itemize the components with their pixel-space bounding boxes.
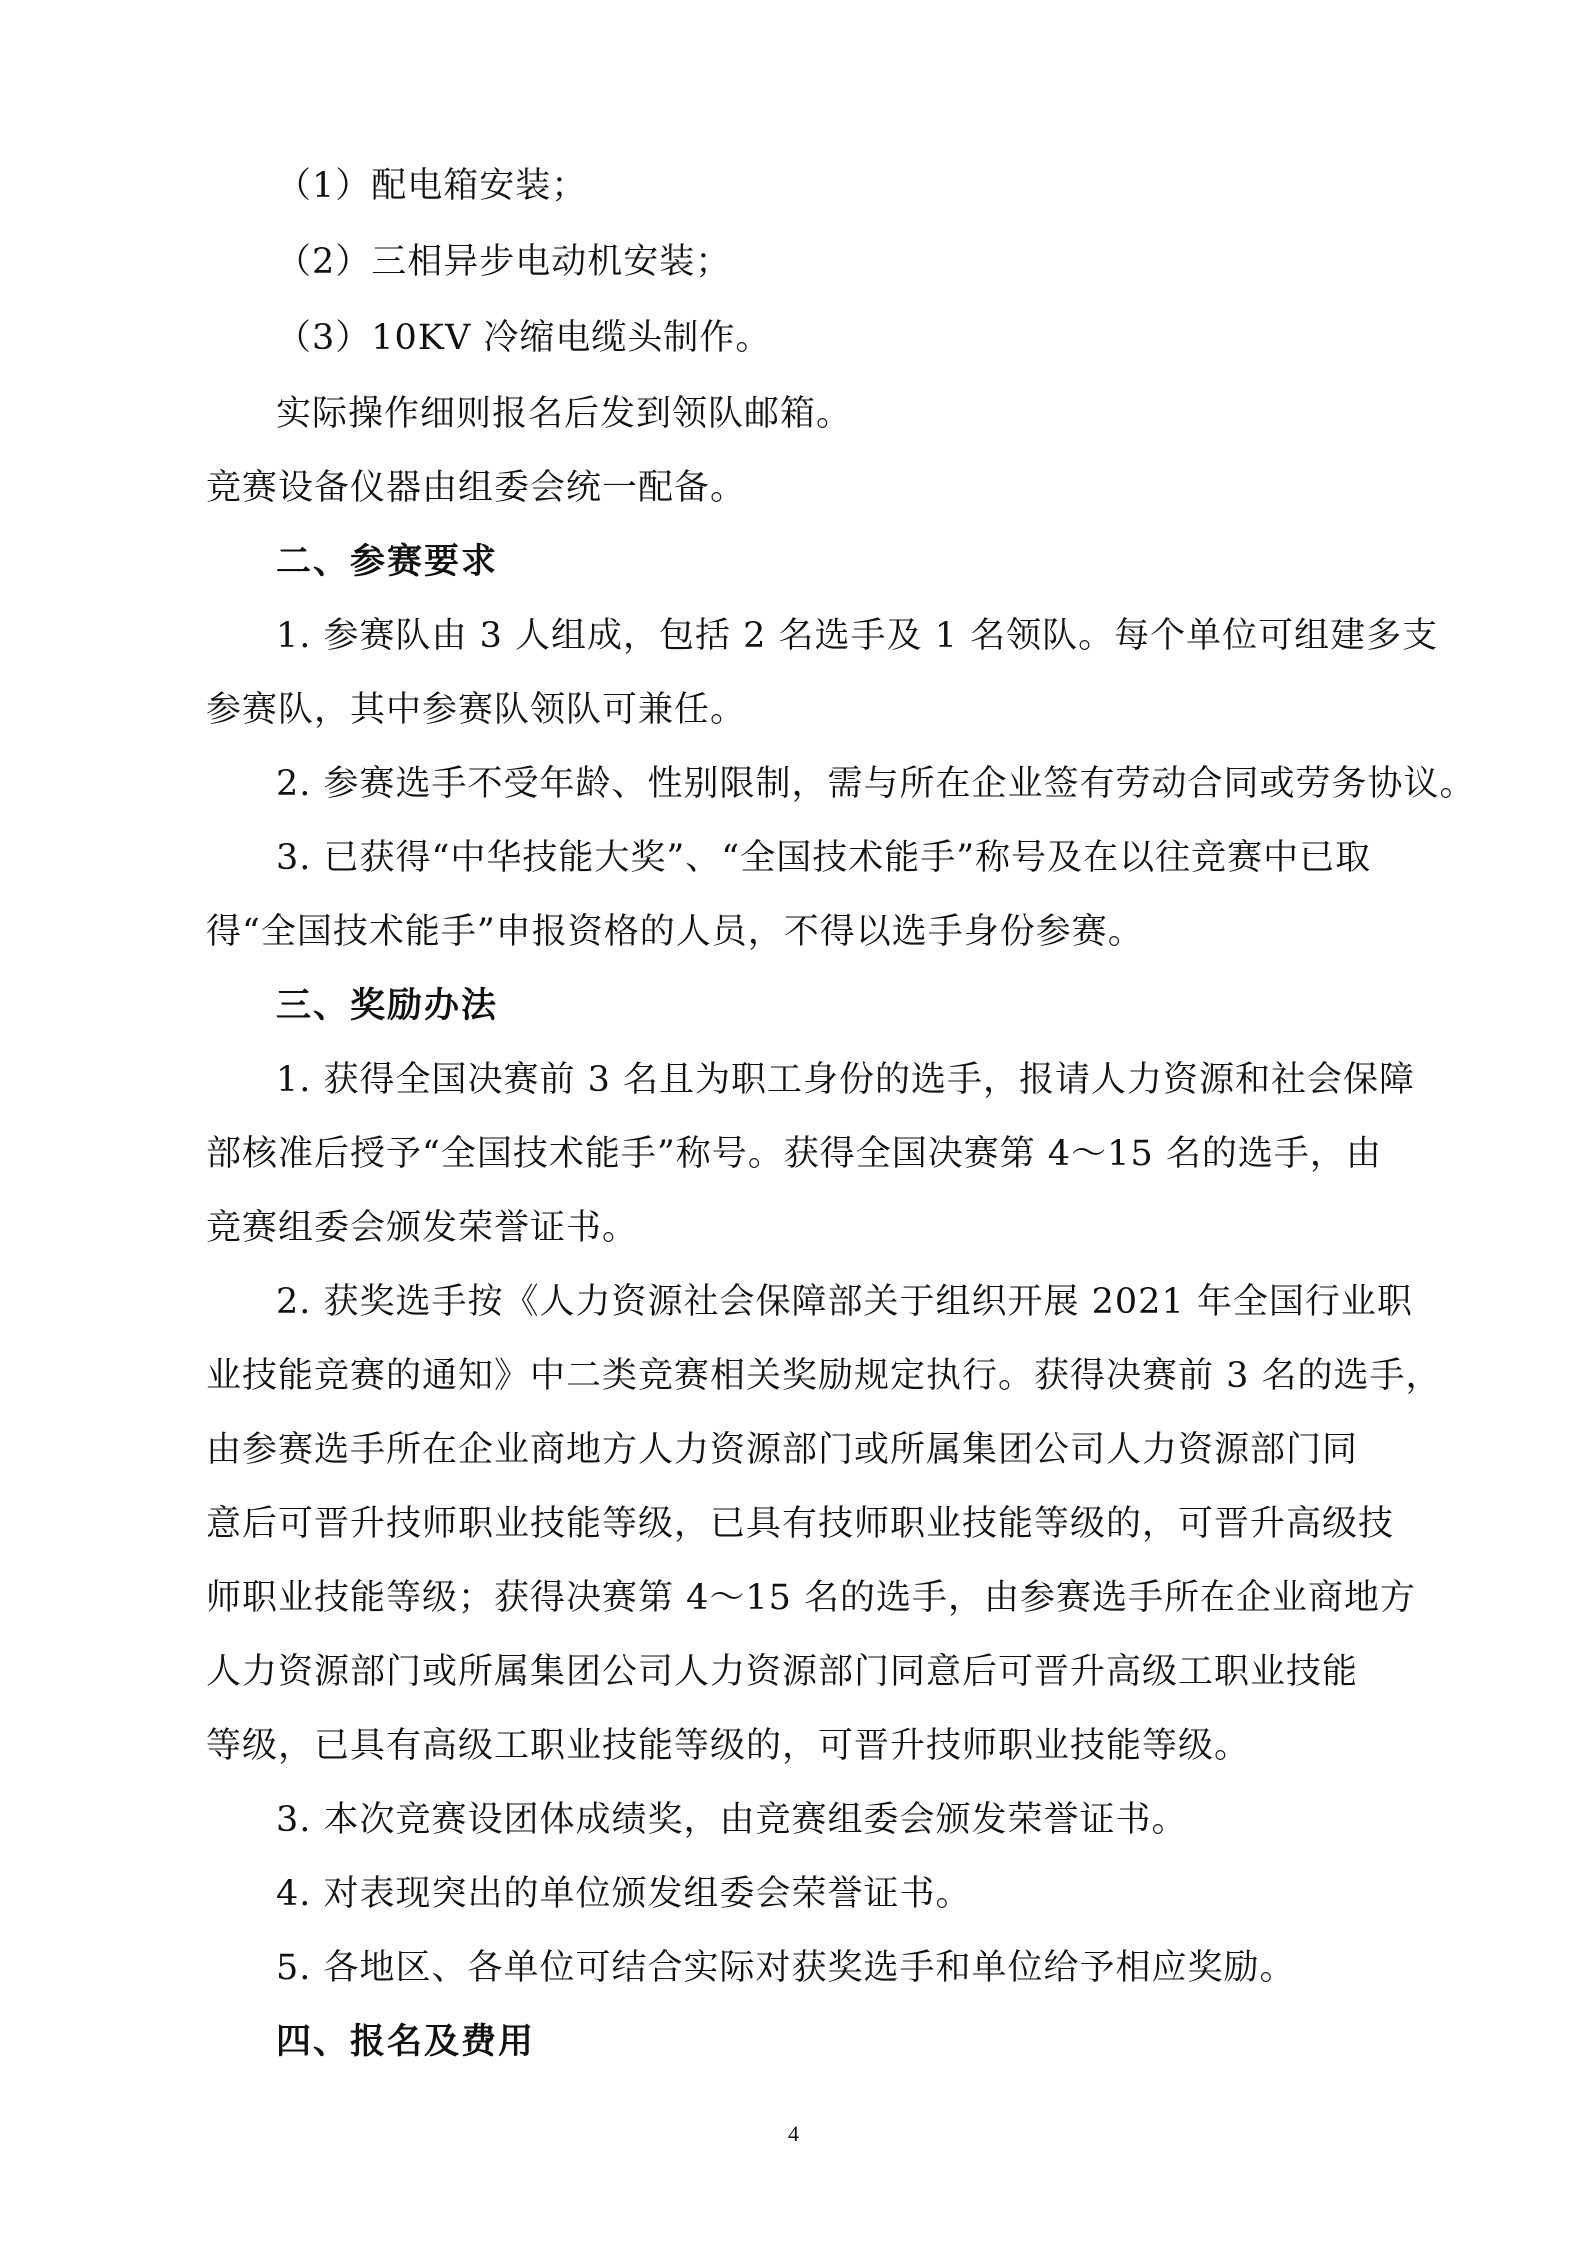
list-item-cable-head: （3）10KV 冷缩电缆头制作。 [276, 318, 772, 358]
section-heading-requirements: 二、参赛要求 [276, 542, 499, 582]
paragraph-line: 竞赛组委会颁发荣誉证书。 [206, 1208, 639, 1248]
paragraph-line: 实际操作细则报名后发到领队邮箱。 [276, 394, 853, 434]
paragraph-line: 3. 已获得“中华技能大奖”、“全国技术能手”称号及在以往竞赛中已取 [276, 838, 1372, 878]
paragraph-line: 业技能竞赛的通知》中二类竞赛相关奖励规定执行。获得决赛前 3 名的选手， [206, 1356, 1442, 1396]
list-item-distribution-box: （1）配电箱安装； [276, 166, 588, 206]
section-heading-registration: 四、报名及费用 [276, 2022, 536, 2062]
paragraph-line: 3. 本次竞赛设团体成绩奖，由竞赛组委会颁发荣誉证书。 [276, 1800, 1188, 1840]
paragraph-line: 部核准后授予“全国技术能手”称号。获得全国决赛第 4～15 名的选手，由 [206, 1134, 1382, 1174]
paragraph-line: 1. 获得全国决赛前 3 名且为职工身份的选手，报请人力资源和社会保障 [276, 1060, 1416, 1100]
paragraph-line: 意后可晋升技师职业技能等级，已具有技师职业技能等级的，可晋升高级技 [206, 1504, 1395, 1544]
paragraph-line: 等级，已具有高级工职业技能等级的，可晋升技师职业技能等级。 [206, 1726, 1251, 1766]
paragraph-line: 竞赛设备仪器由组委会统一配备。 [206, 468, 747, 508]
paragraph-line: 由参赛选手所在企业商地方人力资源部门或所属集团公司人力资源部门同 [206, 1430, 1359, 1470]
paragraph-line: 得“全国技术能手”申报资格的人员，不得以选手身份参赛。 [206, 912, 1144, 952]
paragraph-line: 师职业技能等级；获得决赛第 4～15 名的选手，由参赛选手所在企业商地方 [206, 1578, 1417, 1618]
paragraph-line: 参赛队，其中参赛队领队可兼任。 [206, 690, 747, 730]
paragraph-line: 2. 获奖选手按《人力资源社会保障部关于组织开展 2021 年全国行业职 [276, 1282, 1413, 1322]
paragraph-line: 4. 对表现突出的单位颁发组委会荣誉证书。 [276, 1874, 972, 1914]
paragraph-line: 1. 参赛队由 3 人组成，包括 2 名选手及 1 名领队。每个单位可组建多支 [276, 616, 1439, 656]
list-item-motor-install: （2）三相异步电动机安装； [276, 242, 732, 282]
paragraph-line: 2. 参赛选手不受年龄、性别限制，需与所在企业签有劳动合同或劳务协议。 [276, 764, 1476, 804]
paragraph-line: 5. 各地区、各单位可结合实际对获奖选手和单位给予相应奖励。 [276, 1948, 1296, 1988]
page-number: 4 [788, 2121, 799, 2146]
section-heading-rewards: 三、奖励办法 [276, 986, 499, 1026]
paragraph-line: 人力资源部门或所属集团公司人力资源部门同意后可晋升高级工职业技能 [206, 1652, 1359, 1692]
